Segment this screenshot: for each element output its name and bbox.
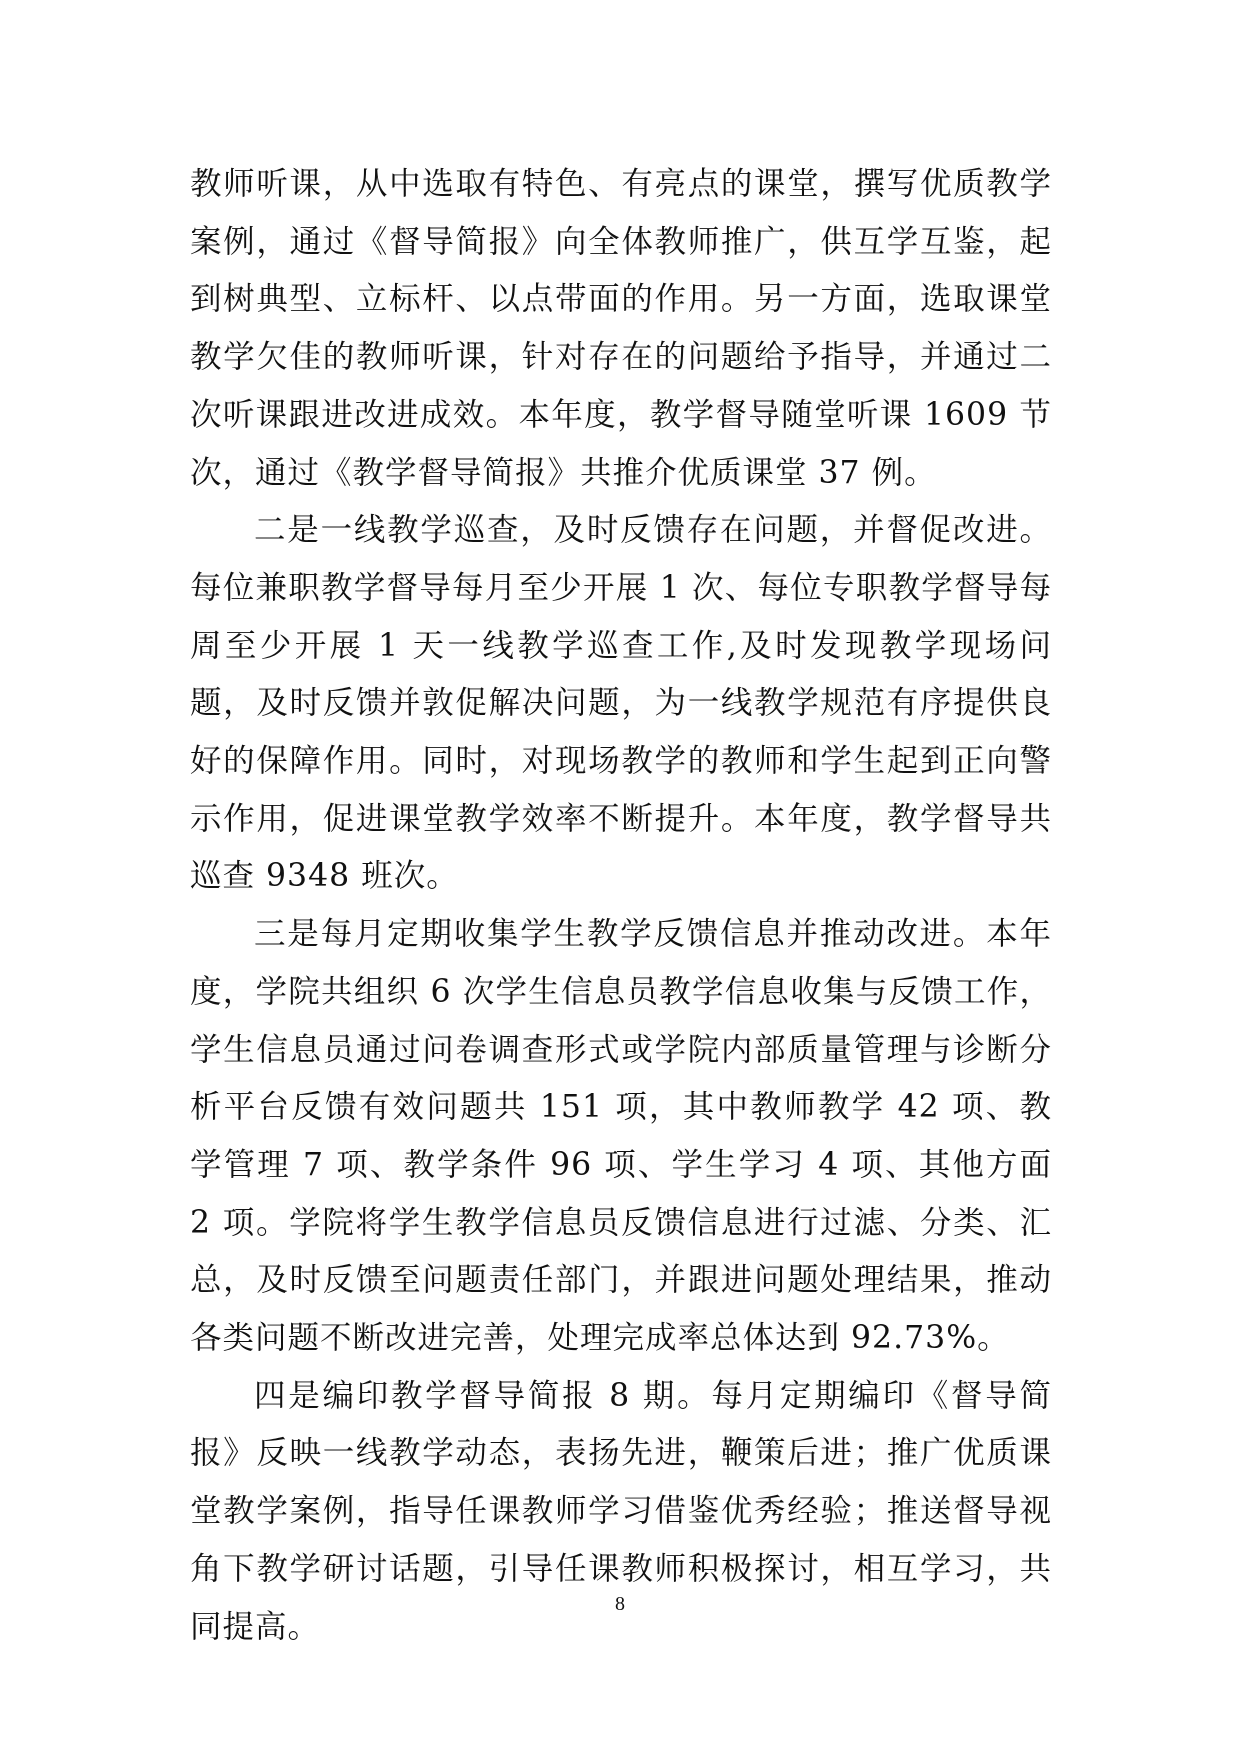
page-number: 8: [615, 1593, 625, 1615]
paragraph-teaching-inspection: 二是一线教学巡查，及时反馈存在问题，并督促改进。每位兼职教学督导每月至少开展 1 次、每位专职教学督导每周至少开展 1 天一线教学巡查工作,及时发现教学现场问题，及时反馈并敦促解决问题，为一线教学规范有序提供良好的保障作用。同时，对现场教学的教师和学生起到正向警示作用，促进课堂教学效率不断提升。本年度，教学督导共巡查 9348 班次。: [190, 512, 1052, 895]
paragraph-student-feedback: 三是每月定期收集学生教学反馈信息并推动改进。本年度，学院共组织 6 次学生信息员教学信息收集与反馈工作，学生信息员通过问卷调查形式或学院内部质量管理与诊断分析平台反馈有效问题共 151 项，其中教师教学 42 项、教学管理 7 项、教学条件 96 项、学生学习 4 项、其他方面 2 项。学院将学生教学信息员反馈信息进行过滤、分类、汇总，及时反馈至问题责任部门，并跟进问题处理结果，推动各类问题不断改进完善，处理完成率总体达到 92.73%。: [190, 916, 1052, 1357]
body-text: [190, 156, 1052, 1656]
paragraph-continued-lesson-observation: 教师听课，从中选取有特色、有亮点的课堂，撰写优质教学案例，通过《督导简报》向全体教师推广，供互学互鉴，起到树典型、立标杆、以点带面的作用。另一方面，选取课堂教学欠佳的教师听课，针对存在的问题给予指导，并通过二次听课跟进改进成效。本年度，教学督导随堂听课 1609 节次，通过《教学督导简报》共推介优质课堂 37 例。: [190, 166, 1052, 491]
paragraph-supervision-bulletin: 四是编印教学督导简报 8 期。每月定期编印《督导简报》反映一线教学动态，表扬先进，鞭策后进；推广优质课堂教学案例，指导任课教师学习借鉴优秀经验；推送督导视角下教学研讨话题，引导任课教师积极探讨，相互学习，共同提高。: [190, 1377, 1052, 1645]
